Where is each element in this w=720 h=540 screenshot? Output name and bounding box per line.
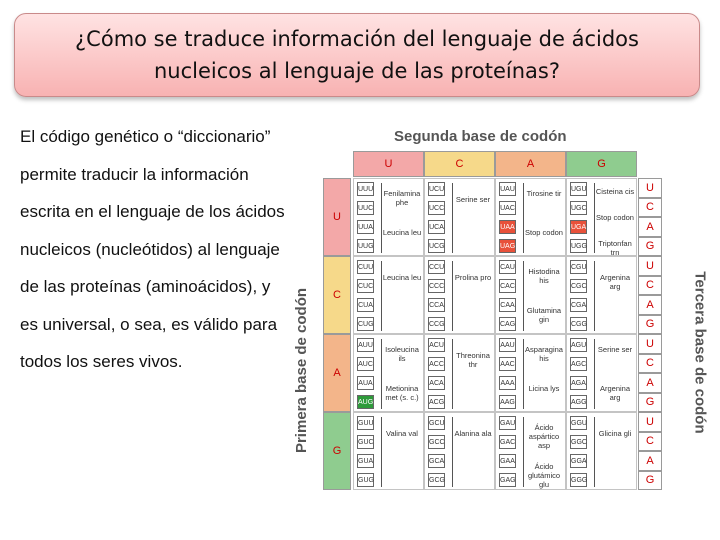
codon-label: UCA [428,220,445,234]
second-base-header: U [353,151,424,177]
codon-label: UGG [570,239,587,253]
codon-label: GUG [357,473,374,487]
codon-label: AAG [499,395,516,409]
amino-acid-label: Threonina thr [456,350,490,369]
codon-label: AAC [499,357,516,371]
codon-cell [353,334,424,412]
amino-acid-label: Serine ser [455,194,491,204]
codon-label: AUG [357,395,374,409]
first-base-label: C [323,256,351,334]
third-base-label: G [638,393,662,413]
codon-label: AUU [357,338,374,352]
second-base-header: G [566,151,637,177]
codon-cell [495,256,566,334]
codon-label: GCU [428,416,445,430]
codon-label: CUA [357,298,374,312]
codon-label: ACC [428,357,445,371]
codon-cell [566,256,637,334]
codon-cell [566,178,637,256]
codon-label: ACU [428,338,445,352]
first-base-label: U [323,178,351,256]
third-base-label: A [638,217,662,237]
amino-acid-label: Argenina arg [599,272,631,291]
slide-title: ¿Cómo se traduce información del lenguaje de ácidos nucleicos al lenguaje de las proteínas? [75,27,639,83]
codon-label: AUA [357,376,374,390]
codon-cell [353,256,424,334]
amino-acid-label: Metionina met (s. c.) [385,383,419,402]
body-text: El código genético o “diccionario” permite traducir la información escrita en el lenguaje de los ácidos nucleicos (nucleótidos) al lenguaje de las proteínas (aminoácidos), y es universal, o sea, es válido para todos los seres vivos. [20,127,285,371]
codon-label: CUG [357,317,374,331]
codon-cell [424,178,495,256]
codon-label: AGC [570,357,587,371]
codon-label: UAC [499,201,516,215]
codon-label: UUU [357,182,374,196]
codon-cell [566,412,637,490]
codon-label: CAG [499,317,516,331]
codon-label: ACA [428,376,445,390]
codon-cell [353,178,424,256]
codon-label: UGU [570,182,587,196]
amino-acid-label: Prolina pro [454,272,492,282]
amino-acid-label: Stop codon [596,212,634,222]
codon-label: CGA [570,298,587,312]
codon-label: AAU [499,338,516,352]
third-base-label: U [638,334,662,354]
first-base-title: Primera base de codón [293,287,310,454]
codon-label: GGC [570,435,587,449]
first-base-label: G [323,412,351,490]
bracket-line [594,261,595,331]
amino-acid-label: Leucina leu [382,272,422,282]
codon-label: CUC [357,279,374,293]
codon-cell [424,412,495,490]
codon-label: CAC [499,279,516,293]
third-base-label: A [638,373,662,393]
codon-cell [424,334,495,412]
amino-acid-label: Argenina arg [599,383,631,402]
bracket-line [452,417,453,487]
third-base-label: C [638,276,662,296]
amino-acid-label: Valina val [386,428,418,438]
codon-label: CCU [428,260,445,274]
codon-cell [495,412,566,490]
codon-label: GUA [357,454,374,468]
codon-label: CCC [428,279,445,293]
second-base-header: A [495,151,566,177]
codon-label: UAA [499,220,516,234]
amino-acid-label: Fenilamina phe [383,188,421,207]
third-base-label: A [638,295,662,315]
amino-acid-label: Cisteina cis [595,186,635,196]
codon-label: UCG [428,239,445,253]
codon-label: GCG [428,473,445,487]
codon-label: GGU [570,416,587,430]
codon-label: UCC [428,201,445,215]
codon-label: CAU [499,260,516,274]
amino-acid-label: Isoleucina ils [385,344,419,363]
codon-label: CGG [570,317,587,331]
third-base-label: C [638,354,662,374]
third-base-label: C [638,198,662,218]
codon-label: CCA [428,298,445,312]
codon-label: CCG [428,317,445,331]
codon-label: GUC [357,435,374,449]
codon-label: ACG [428,395,445,409]
codon-label: CUU [357,260,374,274]
codon-label: CAA [499,298,516,312]
codon-label: GUU [357,416,374,430]
second-base-title: Segunda base de codón [394,128,567,145]
codon-label: CGC [570,279,587,293]
amino-acid-label: Licina lys [528,383,560,393]
codon-label: GCA [428,454,445,468]
third-base-label: G [638,315,662,335]
codon-label: AUC [357,357,374,371]
codon-label: GAU [499,416,516,430]
third-base-label: C [638,432,662,452]
codon-label: AGU [570,338,587,352]
third-base-label: A [638,451,662,471]
codon-label: GAA [499,454,516,468]
bracket-line [452,183,453,253]
third-base-label: G [638,237,662,257]
codon-label: AGG [570,395,587,409]
codon-label: UUC [357,201,374,215]
amino-acid-label: Leucina leu [382,227,422,237]
bracket-line [452,339,453,409]
second-base-header: C [424,151,495,177]
amino-acid-label: Serine ser [597,344,633,354]
codon-cell [495,178,566,256]
amino-acid-label: Ácido aspártico asp [528,422,560,450]
codon-label: AGA [570,376,587,390]
codon-label: UUG [357,239,374,253]
third-base-label: U [638,178,662,198]
amino-acid-label: Tirosine tir [526,188,562,198]
amino-acid-label: Alanina ala [454,428,492,438]
amino-acid-label: Triptonfan trn [598,238,632,257]
title-banner [14,13,700,97]
codon-label: UAG [499,239,516,253]
genetic-code-table [290,122,709,502]
third-base-label: U [638,412,662,432]
third-base-label: U [638,256,662,276]
amino-acid-label: Glicina gli [598,428,632,438]
codon-label: GGG [570,473,587,487]
codon-cell [566,334,637,412]
codon-label: GCC [428,435,445,449]
codon-label: AAA [499,376,516,390]
third-base-title: Tercera base de codón [691,271,709,434]
codon-label: UAU [499,182,516,196]
codon-label: GGA [570,454,587,468]
amino-acid-label: Histodina his [528,266,560,285]
bracket-line [452,261,453,331]
amino-acid-label: Ácido glutámico glu [527,461,561,489]
codon-label: UGC [570,201,587,215]
codon-label: UCU [428,182,445,196]
codon-cell [353,412,424,490]
bracket-line [594,417,595,487]
codon-cell [424,256,495,334]
codon-label: CGU [570,260,587,274]
codon-label: UUA [357,220,374,234]
bracket-line [381,417,382,487]
codon-label: UGA [570,220,587,234]
third-base-label: G [638,471,662,491]
codon-cell [495,334,566,412]
amino-acid-label: Glutamina gin [526,305,562,324]
codon-label: GAG [499,473,516,487]
bracket-line [381,261,382,331]
first-base-label: A [323,334,351,412]
amino-acid-label: Asparagina his [525,344,563,363]
amino-acid-label: Stop codon [525,227,563,237]
codon-label: GAC [499,435,516,449]
